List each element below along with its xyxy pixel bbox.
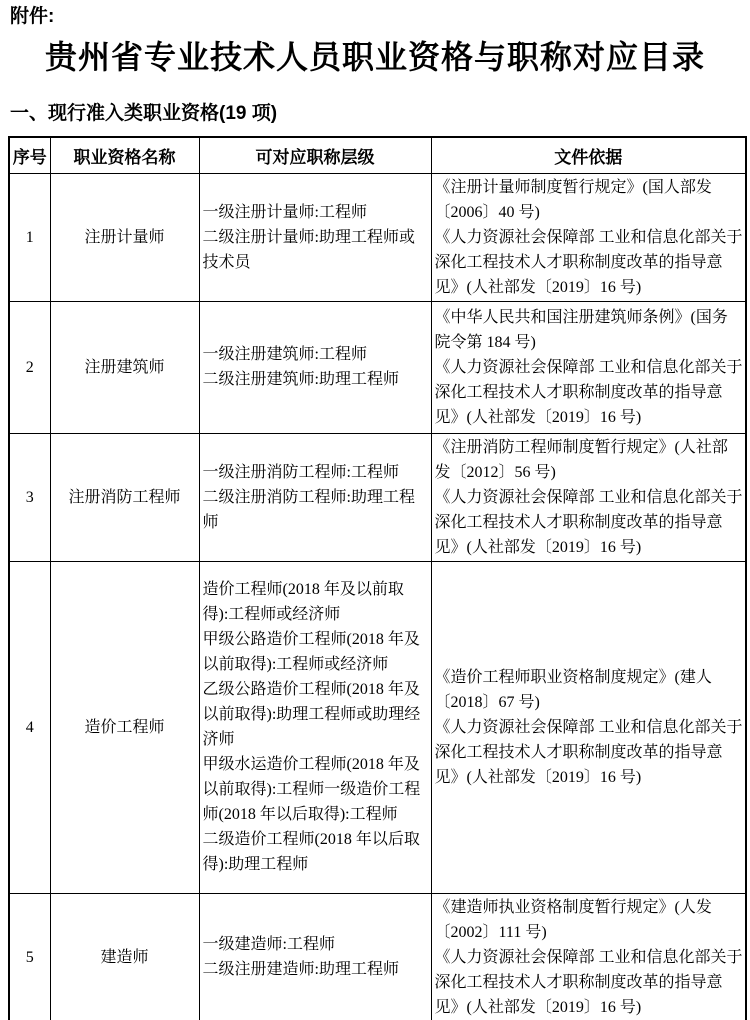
title-levels-cell (199, 173, 431, 301)
title-levels-cell (199, 893, 431, 1020)
level-line: 甲级水运造价工程师(2018 年及以前取得):工程师一级造价工程师(2018 年以后取得):工程师 (202, 756, 421, 823)
level-line: 一级注册消防工程师:工程师 (202, 463, 399, 481)
qualification-name-cell: 注册消防工程师 (50, 433, 199, 561)
document-line: 《建造师执业资格制度暂行规定》(人发〔2002〕111 号) (434, 898, 712, 941)
document-line: 《注册消防工程师制度暂行规定》(人社部发〔2012〕56 号) (434, 438, 728, 481)
level-line: 二级注册计量师:助理工程师或技术员 (202, 228, 415, 271)
row-number-cell: 1 (9, 173, 50, 301)
qualification-name-cell: 注册计量师 (50, 173, 199, 301)
table-body (9, 173, 746, 1020)
document-line: 《人力资源社会保障部 工业和信息化部关于深化工程技术人才职称制度改革的指导意见》(人社部发〔2019〕16 号) (434, 228, 743, 296)
row-number-cell: 3 (9, 433, 50, 561)
table-row (9, 433, 746, 561)
level-line: 一级注册计量师:工程师 (202, 203, 367, 221)
document-basis-cell (431, 173, 746, 301)
column-header-no: 序号 (9, 137, 50, 173)
document-line: 《人力资源社会保障部 工业和信息化部关于深化工程技术人才职称制度改革的指导意见》(人社部发〔2019〕16 号) (434, 488, 743, 556)
qualification-name-cell: 注册建筑师 (50, 301, 199, 433)
title-levels-cell (199, 433, 431, 561)
title-levels-cell (199, 561, 431, 893)
column-header-documents: 文件依据 (431, 137, 746, 173)
row-number-cell: 4 (9, 561, 50, 893)
page-title: 贵州省专业技术人员职业资格与职称对应目录 (44, 39, 705, 75)
level-line: 乙级公路造价工程师(2018 年及以前取得):助理工程师或助理经济师 (202, 681, 421, 748)
level-line: 甲级公路造价工程师(2018 年及以前取得):工程师或经济师 (202, 631, 420, 673)
level-line: 一级建造师:工程师 (202, 936, 335, 953)
table-row (9, 301, 746, 433)
document-basis-cell (431, 893, 746, 1020)
table-row (9, 893, 746, 1020)
table-row (9, 173, 746, 301)
level-line: 一级注册建筑师:工程师 (202, 346, 367, 363)
level-line: 二级注册建造师:助理工程师 (202, 961, 399, 978)
document-basis-cell (431, 301, 746, 433)
document-line: 《人力资源社会保障部 工业和信息化部关于深化工程技术人才职称制度改革的指导意见》(人社部发〔2019〕16 号) (434, 358, 743, 426)
qualification-name-cell: 建造师 (50, 893, 199, 1020)
qualification-table (8, 136, 747, 1020)
column-header-name: 职业资格名称 (50, 137, 199, 173)
level-line: 造价工程师(2018 年及以前取得):工程师或经济师 (202, 581, 404, 623)
qualification-name-cell: 造价工程师 (50, 561, 199, 893)
document-line: 《人力资源社会保障部 工业和信息化部关于深化工程技术人才职称制度改革的指导意见》(人社部发〔2019〕16 号) (434, 948, 743, 1016)
document-basis-cell (431, 561, 746, 893)
document-line: 《注册计量师制度暂行规定》(国人部发〔2006〕40 号) (434, 178, 712, 221)
title-levels-cell (199, 301, 431, 433)
table-row (9, 561, 746, 893)
table-header-row (9, 137, 746, 173)
document-line: 《中华人民共和国注册建筑师条例》(国务院令第 184 号) (434, 308, 728, 351)
level-line: 二级注册建筑师:助理工程师 (202, 371, 399, 388)
document-line: 《人力资源社会保障部 工业和信息化部关于深化工程技术人才职称制度改革的指导意见》(人社部发〔2019〕16 号) (434, 718, 743, 786)
level-line: 二级造价工程师(2018 年以后取得):助理工程师 (202, 831, 420, 873)
document-line: 《造价工程师职业资格制度规定》(建人〔2018〕67 号) (434, 668, 712, 711)
level-line: 二级注册消防工程师:助理工程师 (202, 488, 415, 531)
section-heading: 一、现行准入类职业资格(19 项) (10, 103, 278, 124)
document-basis-cell (431, 433, 746, 561)
attachment-label: 附件: (10, 6, 55, 27)
row-number-cell: 5 (9, 893, 50, 1020)
row-number-cell: 2 (9, 301, 50, 433)
column-header-levels: 可对应职称层级 (199, 137, 431, 173)
